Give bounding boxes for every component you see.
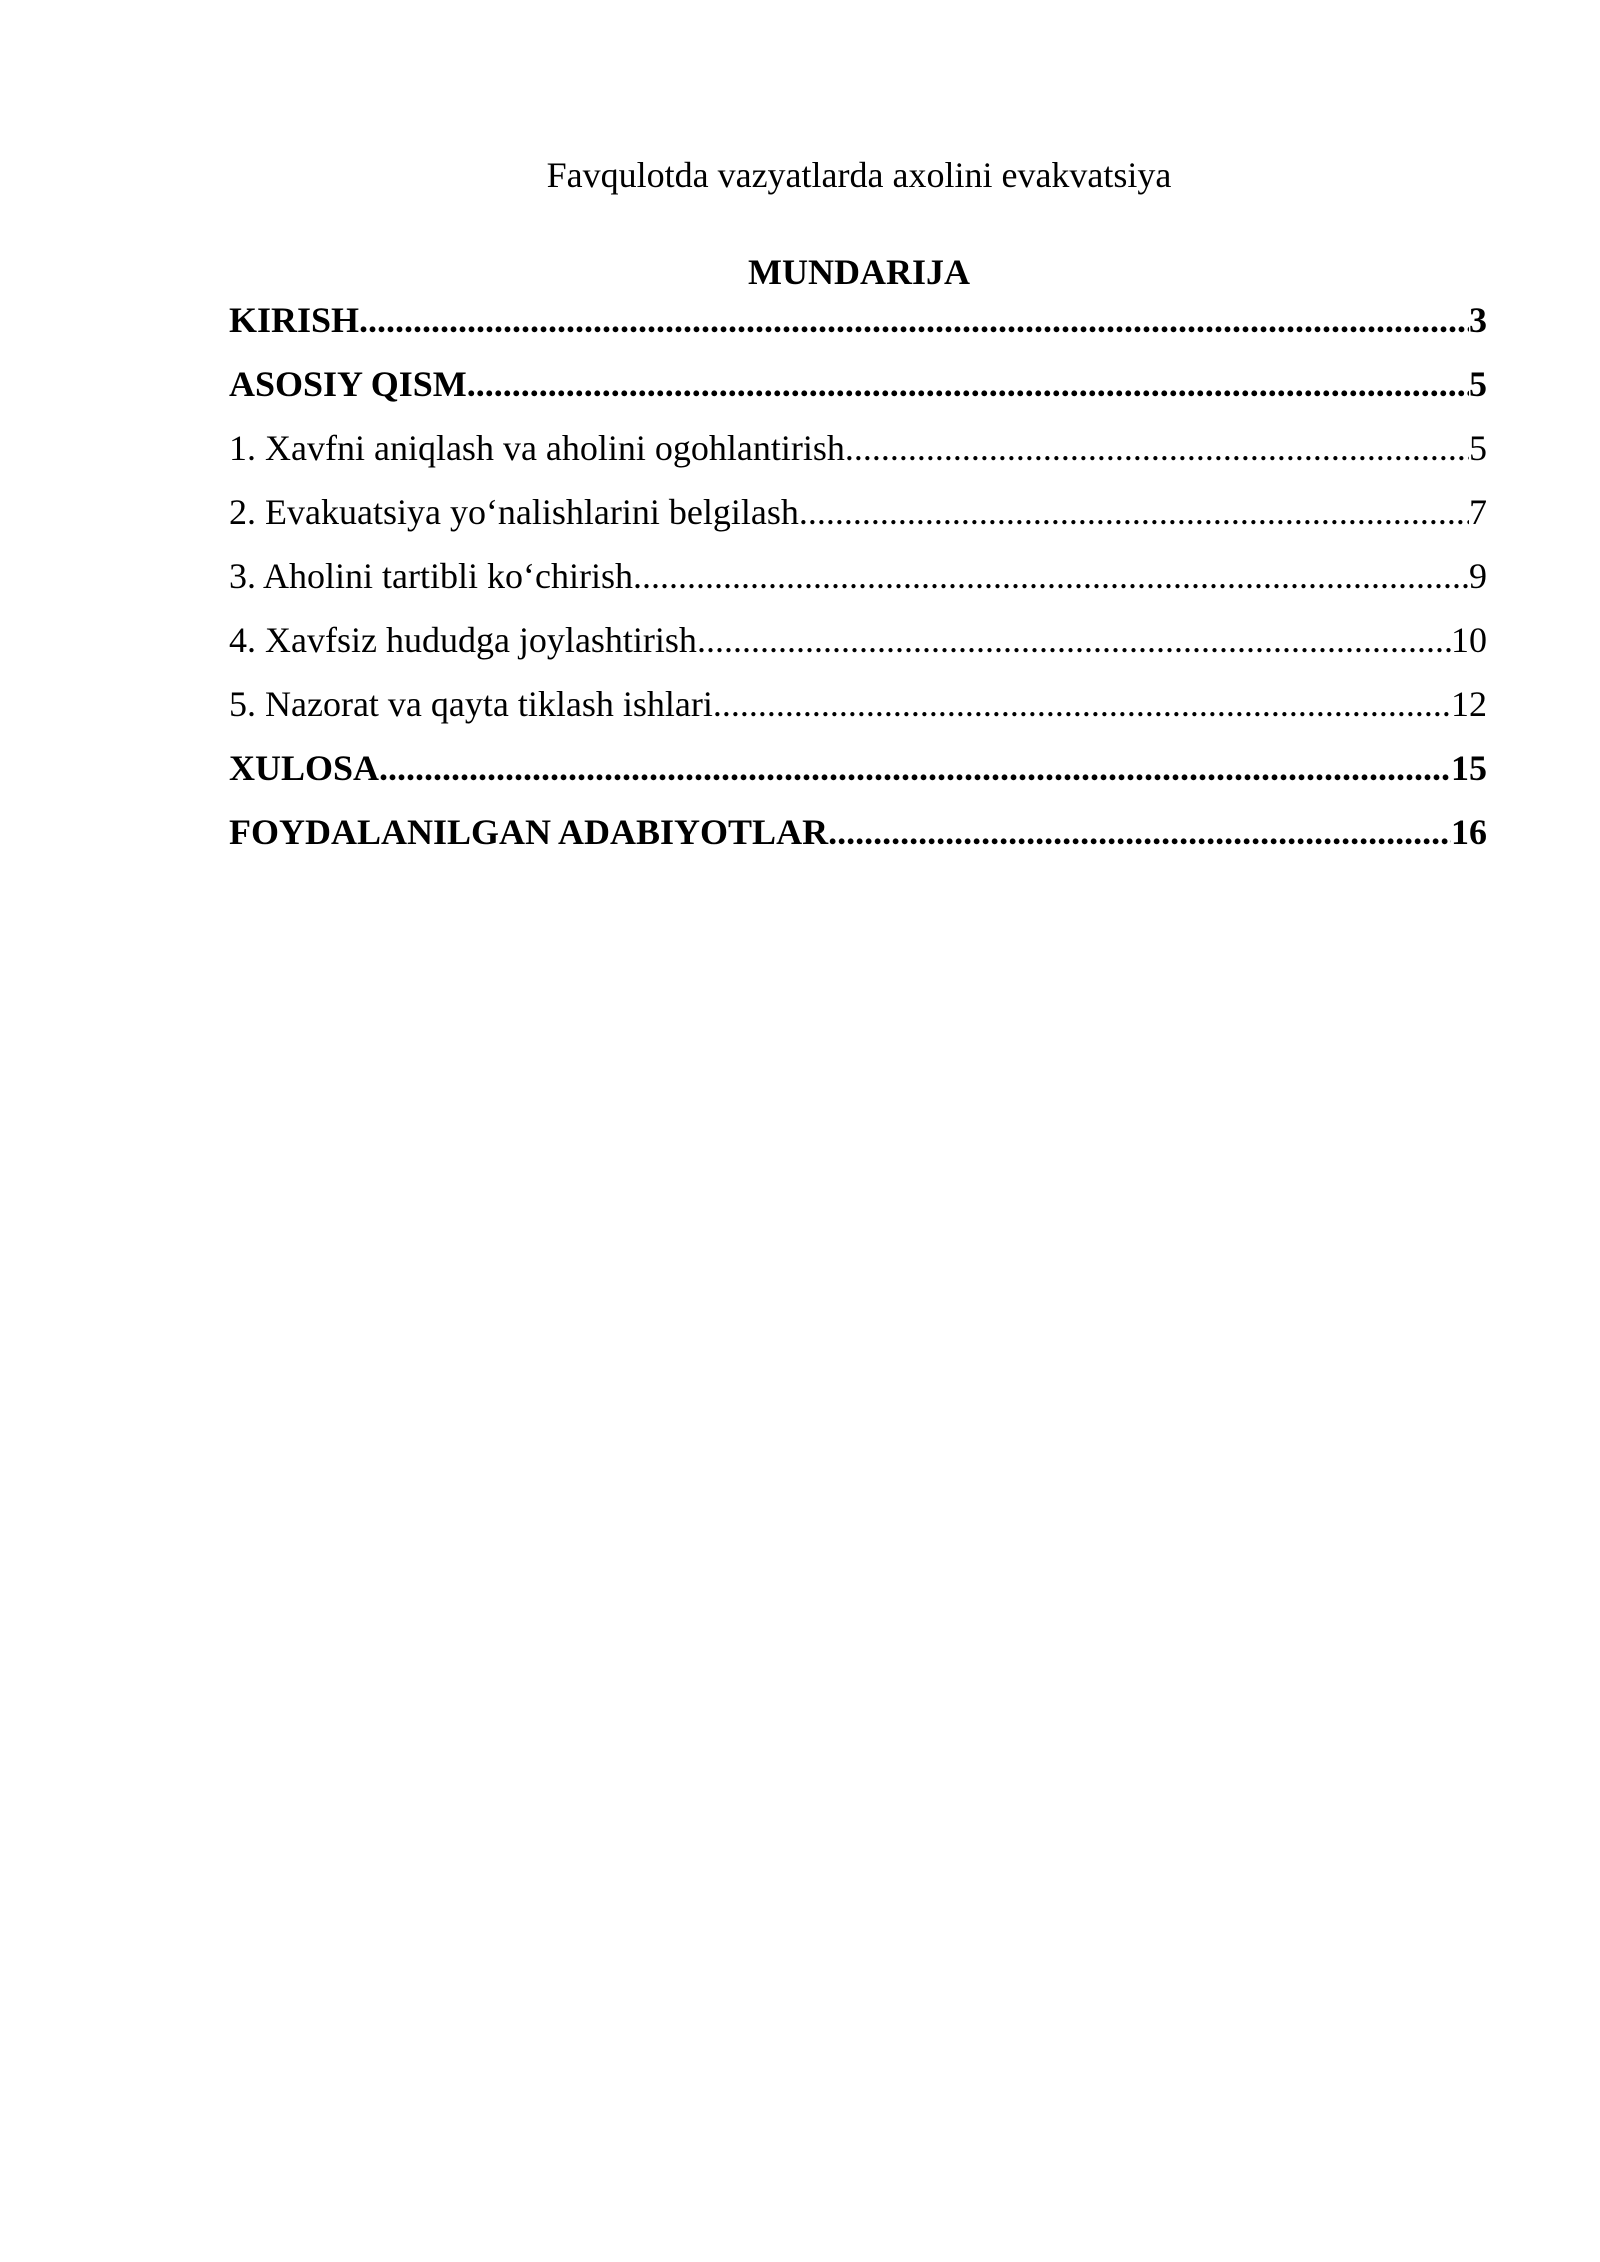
toc-entry-label: FOYDALANILGAN ADABIYOTLAR (229, 812, 829, 852)
toc-dot-leader (845, 424, 1469, 472)
toc-entry-page-number: 5 (1469, 428, 1487, 468)
toc-dot-leader (379, 744, 1451, 792)
toc-entry-label: 5. Nazorat va qayta tiklash ishlari (229, 684, 713, 724)
toc-dot-leader (799, 488, 1469, 536)
toc-dot-leader (713, 680, 1451, 728)
toc-dot-leader (633, 552, 1469, 600)
toc-dot-leader (828, 808, 1451, 856)
toc-entry-label: KIRISH (229, 300, 360, 340)
toc-entry-xulosa[interactable] (229, 744, 1487, 808)
toc-entry-label: 4. Xavfsiz hududga joylashtirish (229, 620, 697, 660)
document-title: Favqulotda vazyatlarda axolini evakvatsiya (546, 155, 1172, 195)
toc-entry-page-number: 12 (1451, 684, 1487, 724)
toc-entry-page-number: 15 (1451, 748, 1487, 788)
toc-entry-page-number: 7 (1469, 492, 1487, 532)
toc-entry-page-number: 9 (1469, 556, 1487, 596)
toc-entry-section-2[interactable] (229, 488, 1487, 552)
toc-entry-section-5[interactable] (229, 680, 1487, 744)
toc-entry-label: ASOSIY QISM (229, 364, 467, 404)
toc-entry-section-1[interactable] (229, 424, 1487, 488)
toc-entry-label: 3. Aholini tartibli ko‘chirish (229, 556, 633, 596)
toc-dot-leader (697, 616, 1451, 664)
toc-entry-section-4[interactable] (229, 616, 1487, 680)
toc-entry-asosiy-qism[interactable] (229, 360, 1487, 424)
toc-entry-page-number: 10 (1451, 620, 1487, 660)
toc-entry-label: XULOSA (229, 748, 380, 788)
table-of-contents (229, 296, 1487, 872)
toc-entry-page-number: 5 (1469, 364, 1487, 404)
toc-dot-leader (359, 296, 1469, 344)
toc-dot-leader (467, 360, 1469, 408)
toc-entry-foydalanilgan-adabiyotlar[interactable] (229, 808, 1487, 872)
toc-entry-label: 1. Xavfni aniqlash va aholini ogohlantirish (229, 428, 845, 468)
toc-entry-section-3[interactable] (229, 552, 1487, 616)
toc-entry-label: 2. Evakuatsiya yo‘nalishlarini belgilash (229, 492, 799, 532)
toc-entry-page-number: 3 (1469, 300, 1487, 340)
toc-entry-kirish[interactable] (229, 296, 1487, 360)
toc-entry-page-number: 16 (1451, 812, 1487, 852)
toc-heading: MUNDARIJA (748, 252, 970, 292)
